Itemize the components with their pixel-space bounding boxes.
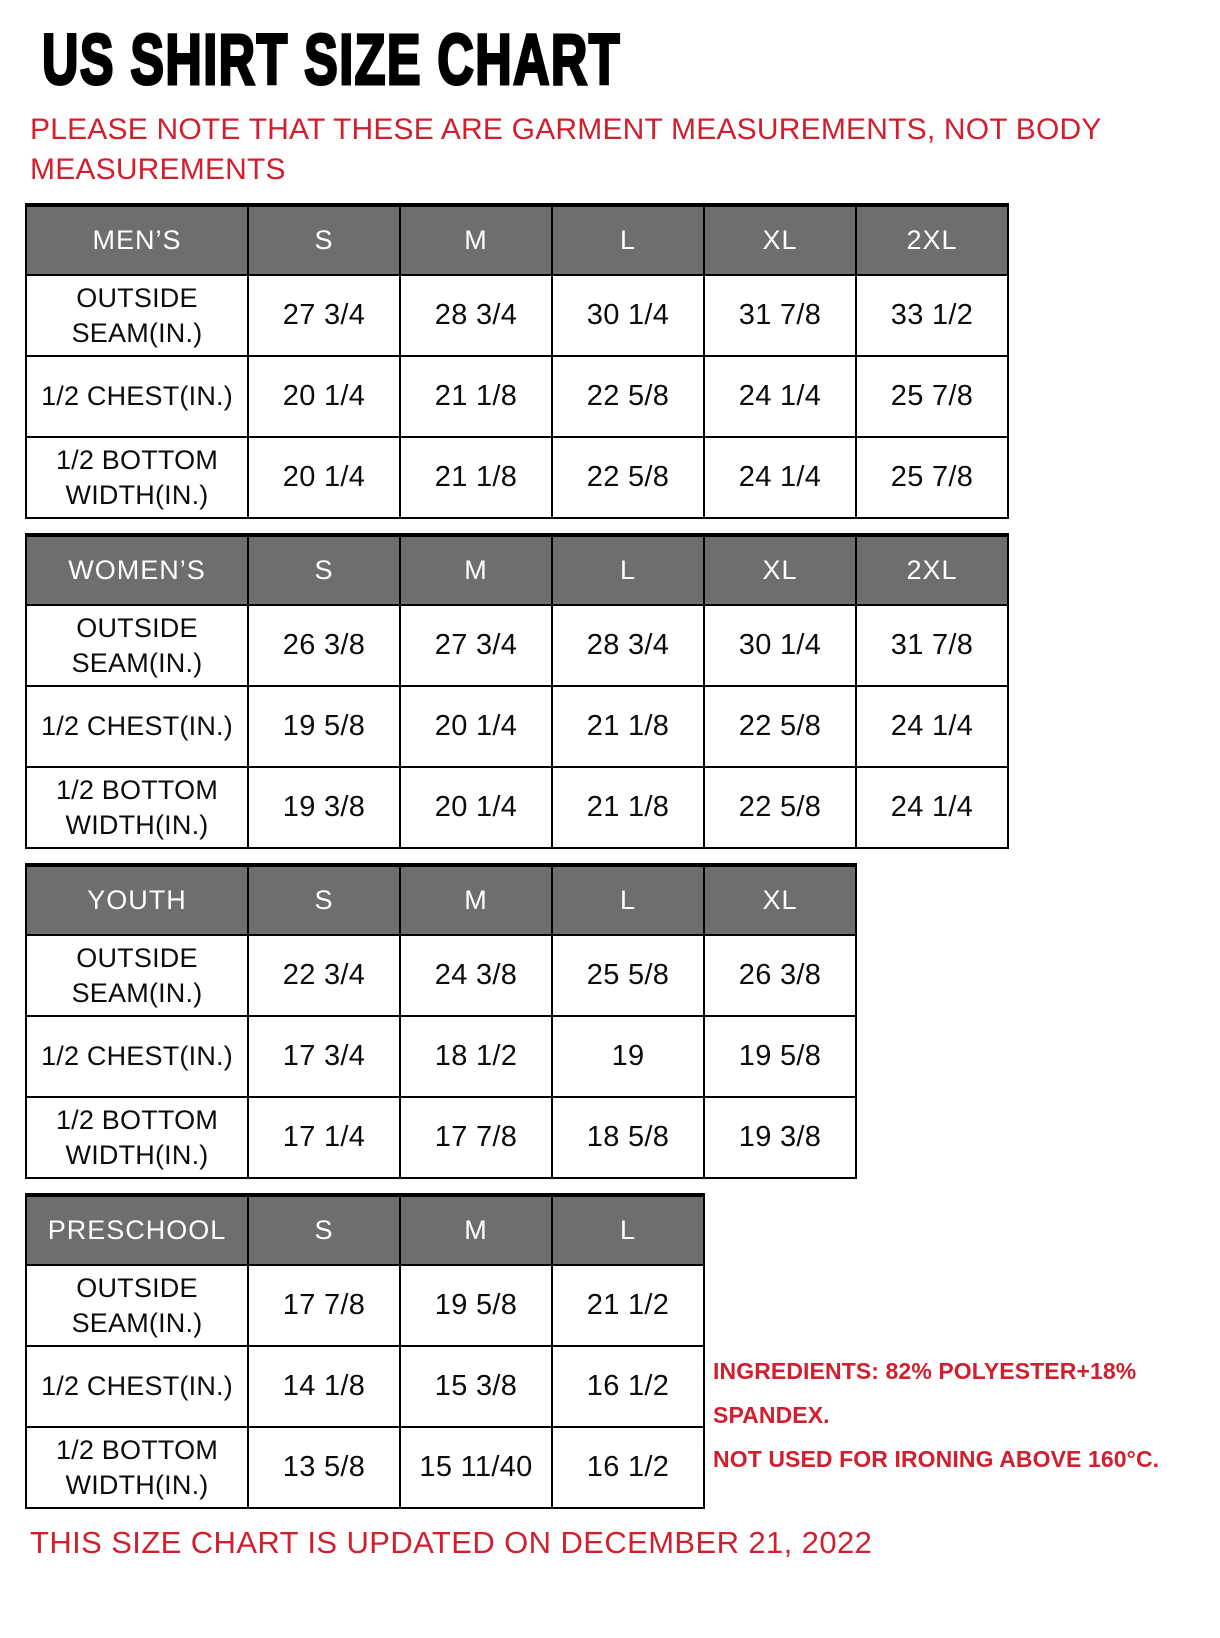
womens-size-table — [25, 533, 1009, 849]
chart-updated-note: THIS SIZE CHART IS UPDATED ON DECEMBER 21, 2022 — [30, 1525, 873, 1561]
size-column-header: 2XL — [856, 535, 1008, 605]
table-row — [26, 935, 856, 1016]
size-value: 13 5/8 — [248, 1427, 400, 1508]
size-value: 24 3/8 — [400, 935, 552, 1016]
size-value: 22 5/8 — [704, 767, 856, 848]
row-label: 1/2 CHEST(IN.) — [26, 1346, 248, 1427]
size-value: 17 7/8 — [400, 1097, 552, 1178]
size-value: 20 1/4 — [400, 686, 552, 767]
table-row — [26, 356, 1008, 437]
page-title: US SHIRT SIZE CHART — [42, 19, 621, 100]
size-value: 20 1/4 — [400, 767, 552, 848]
size-value: 15 3/8 — [400, 1346, 552, 1427]
row-label: 1/2 CHEST(IN.) — [26, 686, 248, 767]
size-value: 27 3/4 — [248, 275, 400, 356]
ingredients-line-2: NOT USED FOR IRONING ABOVE 160°C. — [713, 1446, 1160, 1473]
table-row — [26, 1016, 856, 1097]
row-label: 1/2 BOTTOM WIDTH(IN.) — [26, 437, 248, 518]
size-value: 22 5/8 — [552, 356, 704, 437]
table-row — [26, 1097, 856, 1178]
row-label: 1/2 BOTTOM WIDTH(IN.) — [26, 1427, 248, 1508]
size-tables — [0, 203, 1220, 1509]
size-value: 18 1/2 — [400, 1016, 552, 1097]
size-value: 28 3/4 — [552, 605, 704, 686]
table-group-header: WOMEN’S — [26, 535, 248, 605]
table-row — [26, 605, 1008, 686]
size-column-header: XL — [704, 535, 856, 605]
size-value: 21 1/8 — [400, 437, 552, 518]
size-column-header: L — [552, 865, 704, 935]
size-value: 19 3/8 — [704, 1097, 856, 1178]
size-column-header: M — [400, 865, 552, 935]
size-value: 30 1/4 — [552, 275, 704, 356]
size-column-header: S — [248, 205, 400, 275]
size-column-header: XL — [704, 205, 856, 275]
table-group-header: PRESCHOOL — [26, 1195, 248, 1265]
size-value: 20 1/4 — [248, 437, 400, 518]
size-value: 22 3/4 — [248, 935, 400, 1016]
size-value: 31 7/8 — [704, 275, 856, 356]
table-row — [26, 1265, 704, 1346]
row-label: 1/2 CHEST(IN.) — [26, 356, 248, 437]
size-column-header: M — [400, 205, 552, 275]
ingredients-line-1: INGREDIENTS: 82% POLYESTER+18% SPANDEX. — [713, 1358, 1137, 1429]
size-value: 30 1/4 — [704, 605, 856, 686]
size-value: 17 1/4 — [248, 1097, 400, 1178]
row-label: OUTSIDE SEAM(IN.) — [26, 935, 248, 1016]
size-value: 22 5/8 — [704, 686, 856, 767]
size-value: 24 1/4 — [704, 437, 856, 518]
size-value: 17 3/4 — [248, 1016, 400, 1097]
preschool-section — [0, 1193, 1220, 1509]
size-value: 14 1/8 — [248, 1346, 400, 1427]
size-column-header: L — [552, 1195, 704, 1265]
size-column-header: S — [248, 535, 400, 605]
youth-header-row — [26, 865, 856, 935]
size-value: 19 3/8 — [248, 767, 400, 848]
mens-header-row — [26, 205, 1008, 275]
size-column-header: XL — [704, 865, 856, 935]
preschool-header-row — [26, 1195, 704, 1265]
size-column-header: M — [400, 1195, 552, 1265]
size-value: 25 7/8 — [856, 437, 1008, 518]
size-column-header: M — [400, 535, 552, 605]
preschool-size-table — [25, 1193, 705, 1509]
size-value: 19 5/8 — [248, 686, 400, 767]
size-value: 19 5/8 — [400, 1265, 552, 1346]
size-value: 24 1/4 — [704, 356, 856, 437]
table-row — [26, 1346, 704, 1427]
size-value: 19 — [552, 1016, 704, 1097]
size-value: 24 1/4 — [856, 686, 1008, 767]
size-column-header: L — [552, 205, 704, 275]
size-value: 17 7/8 — [248, 1265, 400, 1346]
mens-size-table — [25, 203, 1009, 519]
size-value: 20 1/4 — [248, 356, 400, 437]
table-group-header: YOUTH — [26, 865, 248, 935]
size-value: 26 3/8 — [704, 935, 856, 1016]
row-label: OUTSIDE SEAM(IN.) — [26, 275, 248, 356]
row-label: 1/2 CHEST(IN.) — [26, 1016, 248, 1097]
size-column-header: S — [248, 1195, 400, 1265]
size-value: 21 1/2 — [552, 1265, 704, 1346]
size-column-header: L — [552, 535, 704, 605]
youth-size-table — [25, 863, 857, 1179]
row-label: 1/2 BOTTOM WIDTH(IN.) — [26, 767, 248, 848]
size-value: 16 1/2 — [552, 1346, 704, 1427]
table-row — [26, 686, 1008, 767]
size-value: 22 5/8 — [552, 437, 704, 518]
ingredients-note — [713, 1349, 1213, 1481]
size-value: 18 5/8 — [552, 1097, 704, 1178]
size-value: 31 7/8 — [856, 605, 1008, 686]
row-label: OUTSIDE SEAM(IN.) — [26, 1265, 248, 1346]
womens-header-row — [26, 535, 1008, 605]
size-value: 21 1/8 — [400, 356, 552, 437]
table-row — [26, 767, 1008, 848]
table-row — [26, 275, 1008, 356]
size-column-header: S — [248, 865, 400, 935]
size-value: 27 3/4 — [400, 605, 552, 686]
size-value: 33 1/2 — [856, 275, 1008, 356]
size-value: 21 1/8 — [552, 686, 704, 767]
size-value: 24 1/4 — [856, 767, 1008, 848]
size-value: 16 1/2 — [552, 1427, 704, 1508]
size-value: 15 11/40 — [400, 1427, 552, 1508]
table-row — [26, 1427, 704, 1508]
size-value: 28 3/4 — [400, 275, 552, 356]
garment-measurements-note: PLEASE NOTE THAT THESE ARE GARMENT MEASUREMENTS, NOT BODY MEASUREMENTS — [30, 113, 1102, 186]
size-value: 25 5/8 — [552, 935, 704, 1016]
table-group-header: MEN’S — [26, 205, 248, 275]
size-value: 19 5/8 — [704, 1016, 856, 1097]
size-value: 21 1/8 — [552, 767, 704, 848]
row-label: 1/2 BOTTOM WIDTH(IN.) — [26, 1097, 248, 1178]
size-value: 26 3/8 — [248, 605, 400, 686]
row-label: OUTSIDE SEAM(IN.) — [26, 605, 248, 686]
size-column-header: 2XL — [856, 205, 1008, 275]
size-value: 25 7/8 — [856, 356, 1008, 437]
table-row — [26, 437, 1008, 518]
